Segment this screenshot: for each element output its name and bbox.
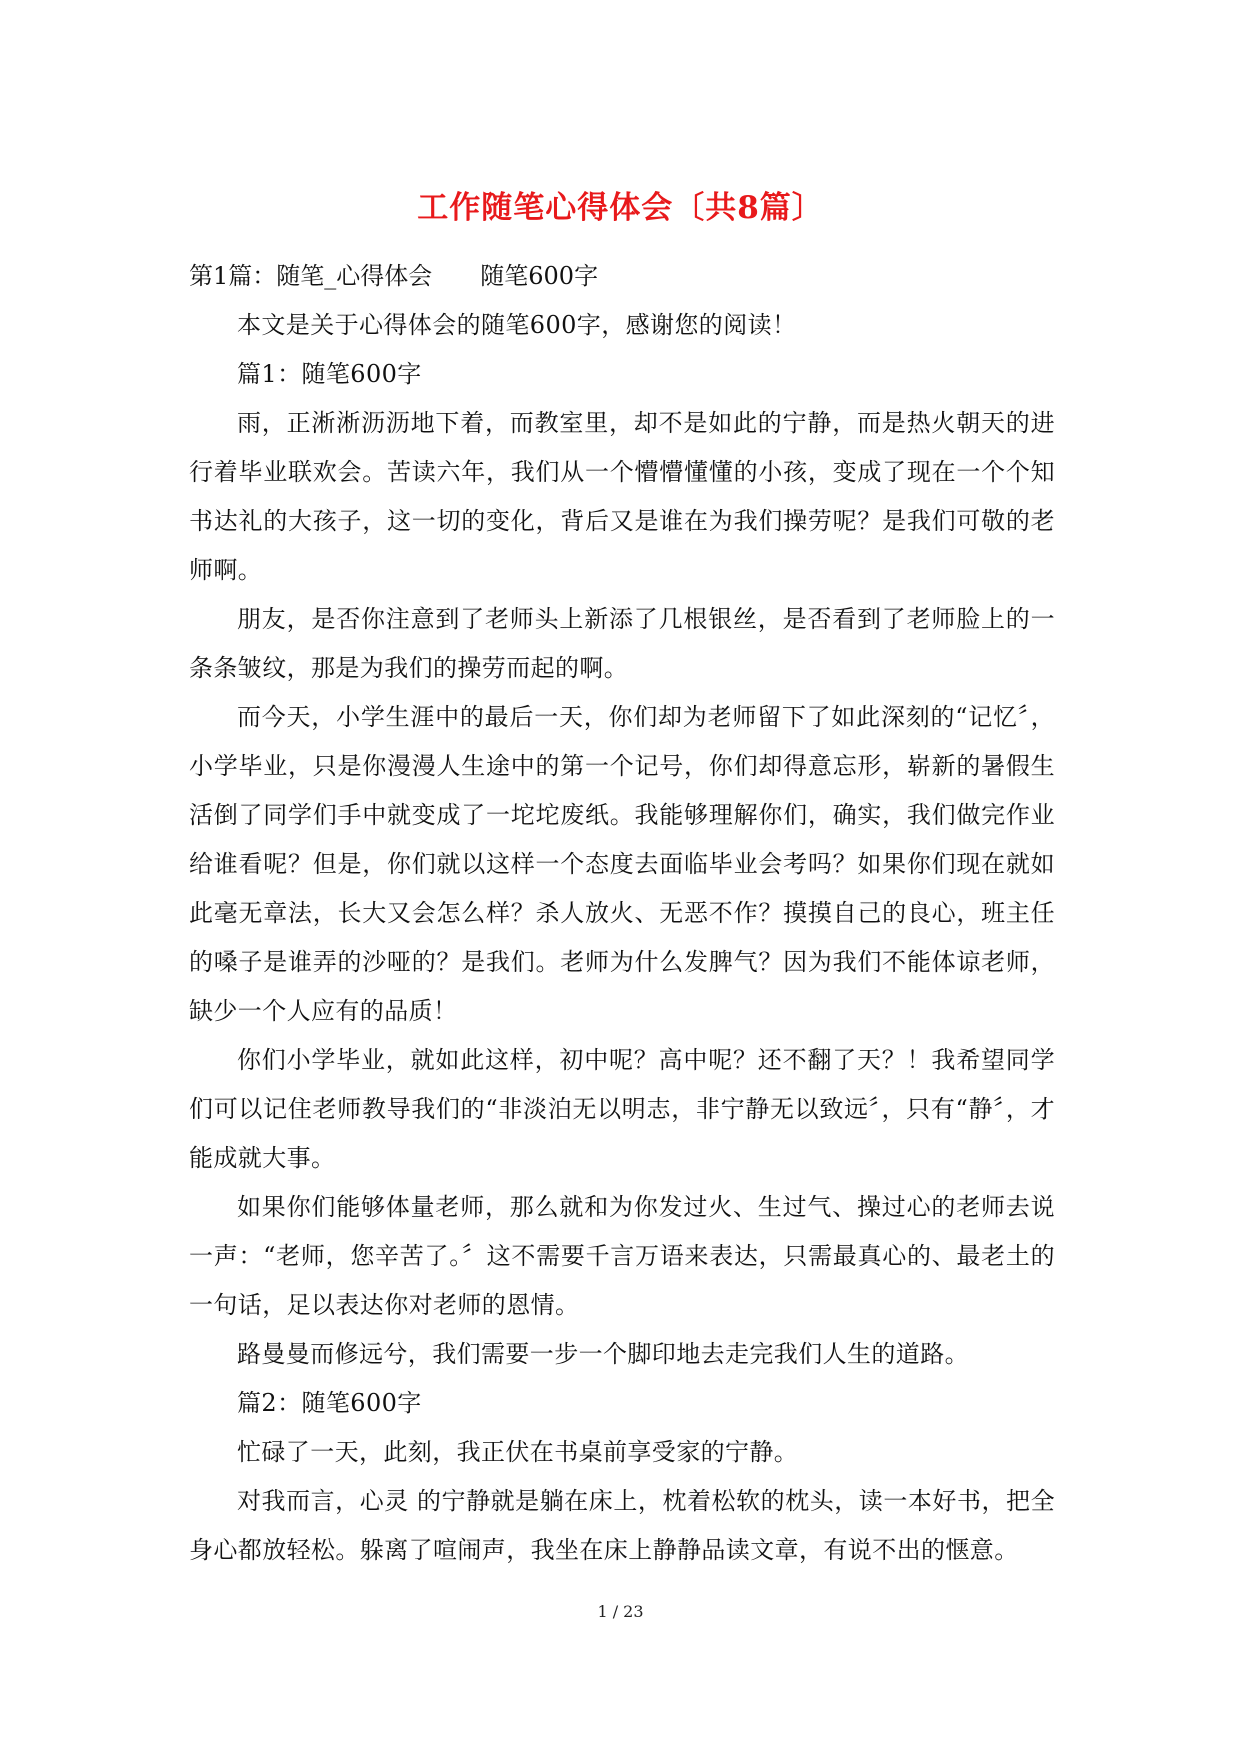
- section-heading-1: 篇1：随笔600字: [237, 360, 422, 388]
- body-paragraph: 如果你们能够体量老师，那么就和为你发过火、生过气、操过心的老师去说一声：“老师，您辛苦了。〞这不需要千言万语来表达，只需最真心的、最老土的一句话，足以表达你对老师的恩情。: [189, 1193, 1055, 1319]
- body-paragraph: 路曼曼而修远兮，我们需要一步一个脚印地去走完我们人生的道路。: [237, 1340, 969, 1368]
- intro-paragraph: 本文是关于心得体会的随笔600字，感谢您的阅读！: [237, 311, 797, 339]
- document-title: 工作随笔心得体会〔共8篇〕: [417, 190, 824, 226]
- body-paragraph: 而今天，小学生涯中的最后一天，你们却为老师留下了如此深刻的“记忆〞，小学毕业，只是你漫漫人生途中的第一个记号，你们却得意忘形，崭新的暑假生活倒了同学们手中就变成了一坨坨废纸。我能够理解你们，确实，我们做完作业给谁看呢？但是，你们就以这样一个态度去面临毕业会考吗？如果你们现在就如此毫无章法，长大又会怎么样？杀人放火、无恶不作？摸摸自己的良心，班主任的嗓子是谁弄的沙哑的？是我们。老师为什么发脾气？因为我们不能体谅老师，缺少一个人应有的品质！: [189, 703, 1055, 1025]
- body-paragraph: 忙碌了一天，此刻，我正伏在书桌前享受家的宁静。: [237, 1438, 799, 1466]
- section-heading-2: 篇2：随笔600字: [237, 1389, 422, 1417]
- body-paragraph: 你们小学毕业，就如此这样，初中呢？高中呢？还不翻了天？！我希望同学们可以记住老师教导我们的“非淡泊无以明志，非宁静无以致远〞，只有“静〞，才能成就大事。: [189, 1046, 1055, 1172]
- page-number: 1 / 23: [597, 1602, 644, 1621]
- body-paragraph: 对我而言，心灵 的宁静就是躺在床上，枕着松软的枕头，读一本好书，把全身心都放轻松。躲离了喧闹声，我坐在床上静静品读文章，有说不出的惬意。: [189, 1487, 1055, 1564]
- article-heading: 第1篇：随笔_心得体会 随笔600字: [189, 262, 599, 290]
- document-body: [189, 252, 1055, 1575]
- body-paragraph: 雨，正淅淅沥沥地下着，而教室里，却不是如此的宁静，而是热火朝天的进行着毕业联欢会。苦读六年，我们从一个懵懵懂懂的小孩，变成了现在一个个知书达礼的大孩子，这一切的变化，背后又是谁在为我们操劳呢？是我们可敬的老师啊。: [189, 409, 1055, 584]
- body-paragraph: 朋友，是否你注意到了老师头上新添了几根银丝，是否看到了老师脸上的一条条皱纹，那是为我们的操劳而起的啊。: [189, 605, 1055, 682]
